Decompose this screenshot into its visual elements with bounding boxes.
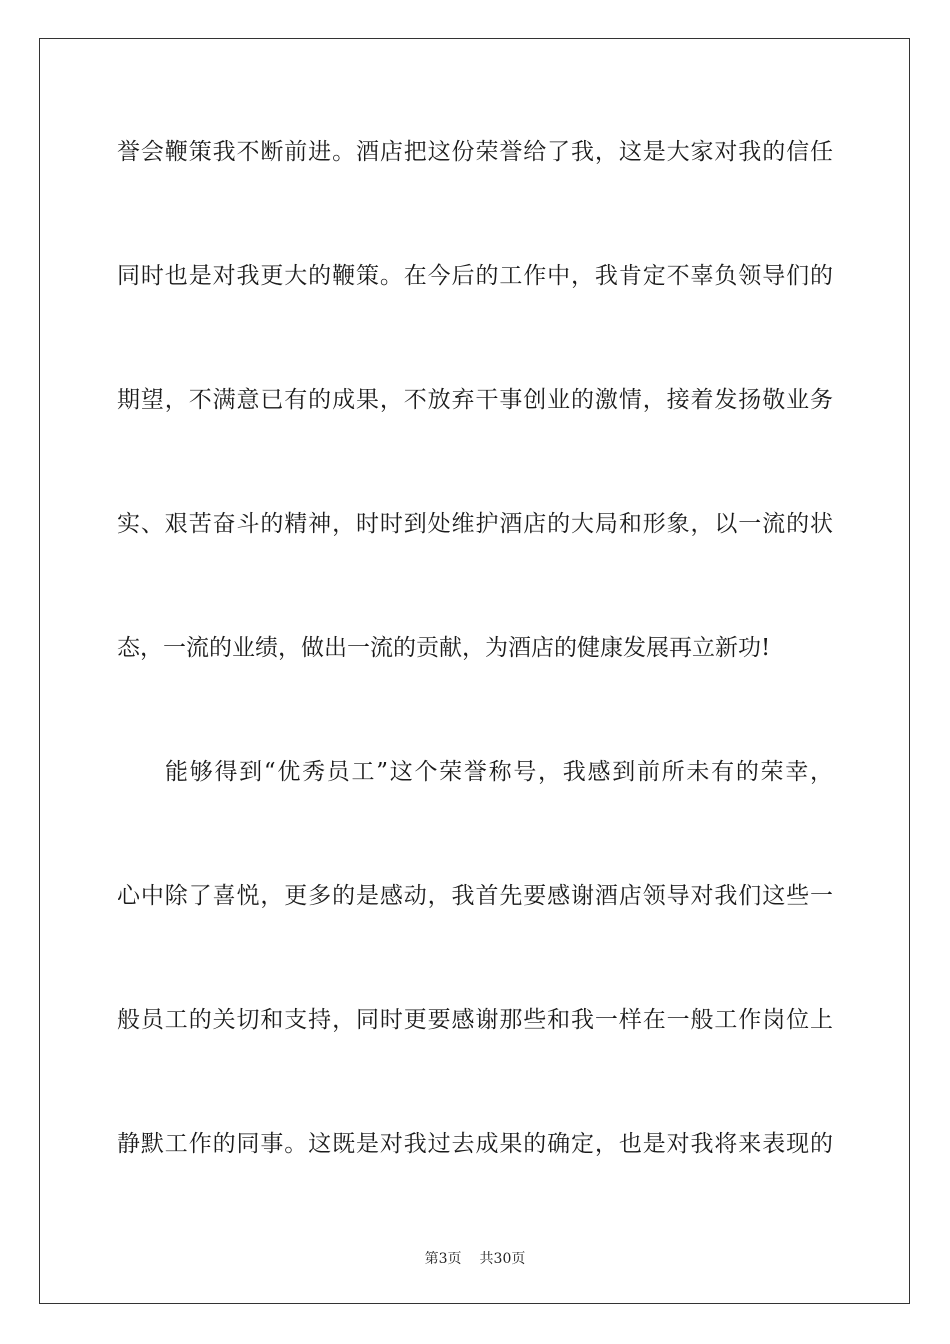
- text-line: 期望，不满意已有的成果，不放弃干事创业的激情，接着发扬敬业务: [117, 387, 833, 413]
- text-line: 态，一流的业绩，做出一流的贡献，为酒店的健康发展再立新功!: [117, 635, 771, 661]
- text-line: 实、艰苦奋斗的精神，时时到处维护酒店的大局和形象，以一流的状: [117, 511, 833, 537]
- text-line: 同时也是对我更大的鞭策。在今后的工作中，我肯定不辜负领导们的: [117, 263, 833, 289]
- page-footer: [0, 1248, 950, 1268]
- page-total: 共30页: [479, 1251, 526, 1267]
- text-line: 心中除了喜悦，更多的是感动，我首先要感谢酒店领导对我们这些一: [117, 883, 833, 909]
- paragraph-first-line: 能够得到“优秀员工”这个荣誉称号，我感到前所未有的荣幸，: [165, 759, 833, 785]
- text-line: 般员工的关切和支持，同时更要感谢那些和我一样在一般工作岗位上: [117, 1007, 833, 1033]
- text-line: 静默工作的同事。这既是对我过去成果的确定，也是对我将来表现的: [117, 1131, 833, 1157]
- text-line: 誉会鞭策我不断前进。酒店把这份荣誉给了我，这是大家对我的信任: [117, 139, 833, 165]
- document-body: [117, 120, 833, 1236]
- page-number: 第3页: [424, 1251, 462, 1267]
